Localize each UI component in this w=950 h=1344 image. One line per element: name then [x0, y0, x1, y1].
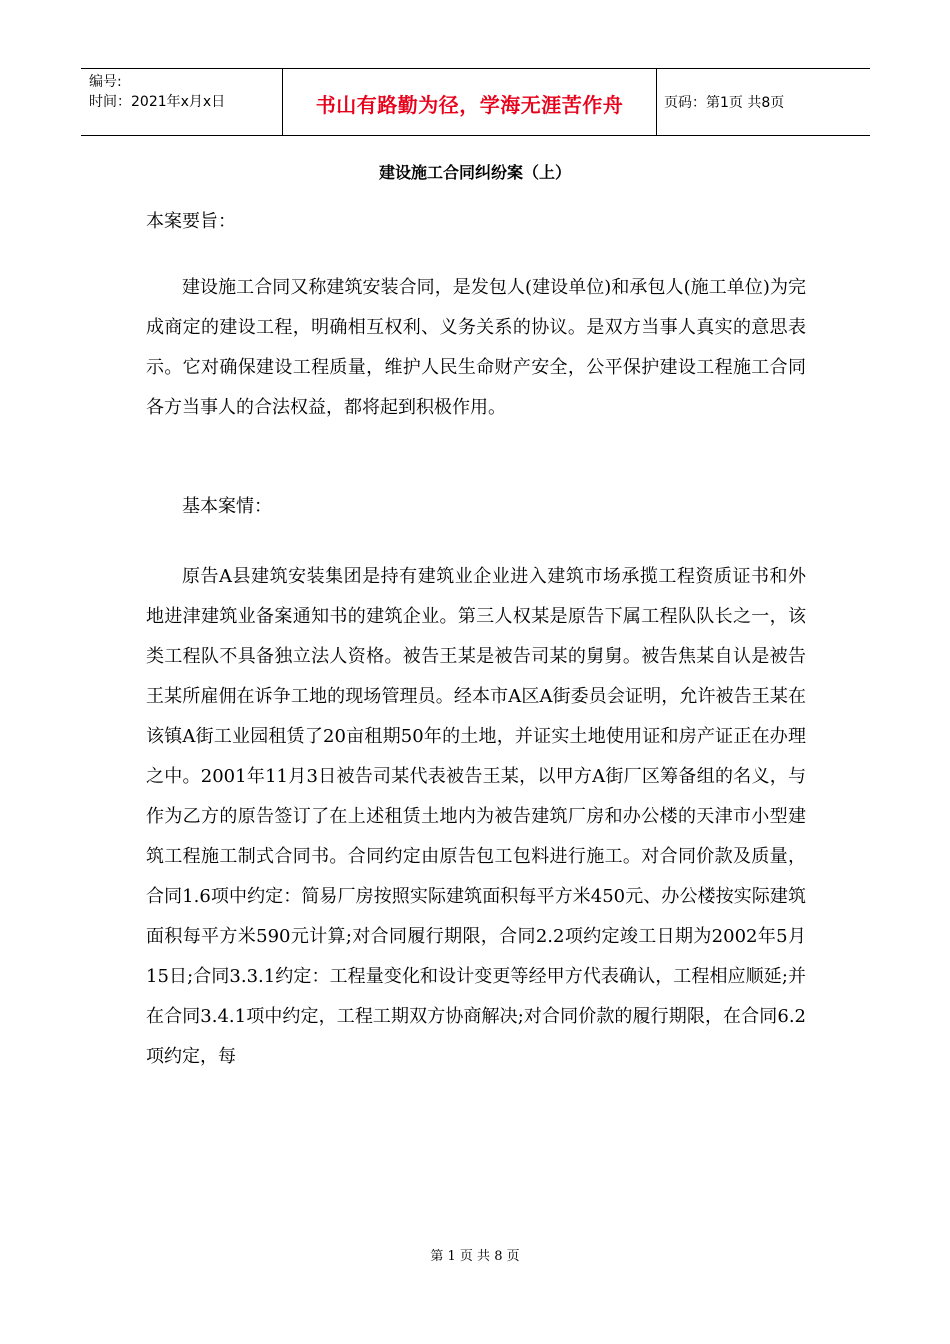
page-header [81, 68, 870, 136]
summary-heading: 本案要旨： [146, 211, 236, 232]
header-page-info: 页码：第1页 共8页 [664, 95, 785, 111]
document-title: 建设施工合同纠纷案（上） [378, 163, 571, 182]
facts-heading: 基本案情： [182, 496, 272, 517]
header-date: 时间：2021年x月x日 [89, 94, 226, 110]
header-meta [81, 69, 282, 135]
page-footer: 第 1 页 共 8 页 [430, 1249, 520, 1264]
header-page-info-cell [657, 69, 870, 135]
header-motto: 书山有路勤为径，学海无涯苦作舟 [315, 92, 624, 117]
header-motto-cell [282, 69, 657, 135]
serial-number-label: 编号: [89, 74, 122, 90]
facts-paragraph: 原告A县建筑安装集团是持有建筑业企业进入建筑市场承揽工程资质证书和外地进津建筑业备案通知书的建筑企业。第三人权某是原告下属工程队队长之一，该类工程队不具备独立法人资格。被告王某是被告司某的舅舅。被告焦某自认是被告王某所雇佣在诉争工地的现场管理员。经本市A区A街委员会证明，允许被告王某在该镇A街工业园租赁了20亩租期50年的土地，并证实土地使用证和房产证正在办理之中。2001年11月3日被告司某代表被告王某，以甲方A街厂区筹备组的名义，与作为乙方的原告签订了在上述租赁土地内为被告建筑厂房和办公楼的天津市小型建筑工程施工制式合同书。合同约定由原告包工包料进行施工。对合同价款及质量，合同1.6项中约定：简易厂房按照实际建筑面积每平方米450元、办公楼按实际建筑面积每平方米590元计算;对合同履行期限，合同2.2项约定竣工日期为2002年5月15日;合同3.3.1约定：工程量变化和设计变更等经甲方代表确认，工程相应顺延;并在合同3.4.1项中约定，工程工期双方协商解决;对合同价款的履行期限，在合同6.2项约定，每 [146, 566, 806, 1067]
summary-paragraph: 建设施工合同又称建筑安装合同，是发包人(建设单位)和承包人(施工单位)为完成商定的建设工程，明确相互权利、义务关系的协议。是双方当事人真实的意思表示。它对确保建设工程质量，维护人民生命财产安全，公平保护建设工程施工合同各方当事人的合法权益，都将起到积极作用。 [146, 277, 806, 418]
